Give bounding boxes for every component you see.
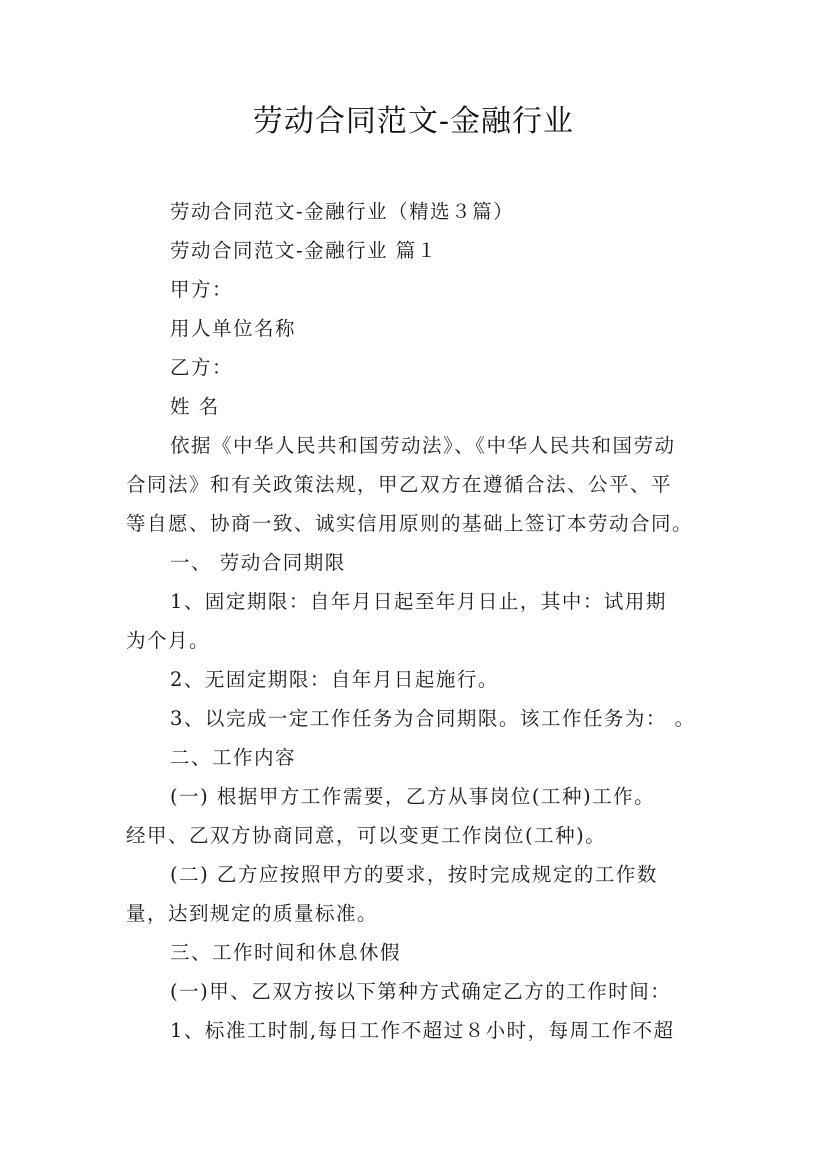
employee-name-label: 姓 名	[170, 395, 220, 418]
paragraph-line: 为个月。	[126, 629, 211, 652]
paragraph-line: (一)甲、乙双方按以下第种方式确定乙方的工作时间：	[170, 980, 672, 1003]
paragraph-line: (二) 乙方应按照甲方的要求，按时完成规定的工作数	[170, 863, 658, 886]
subtitle-line: 劳动合同范文-金融行业（精选３篇）	[170, 200, 515, 223]
paragraph-line: 量，达到规定的质量标准。	[126, 902, 379, 925]
paragraph-line: 合同法》和有关政策法规，甲乙双方在遵循合法、公平、平	[126, 473, 673, 496]
employer-name-label: 用人单位名称	[170, 317, 297, 340]
paragraph-line: (一) 根据甲方工作需要，乙方从事岗位(工种)工作。	[170, 785, 656, 808]
party-b-label: 乙方：	[170, 356, 234, 379]
paragraph-line: 1、固定期限：自年月日起至年月日止，其中：试用期	[170, 590, 667, 613]
section-heading-line: 劳动合同范文-金融行业 篇１	[170, 239, 438, 262]
paragraph-line: 经甲、乙双方协商同意，可以变更工作岗位(工种)。	[126, 824, 607, 847]
paragraph-line: 2、无固定期限：自年月日起施行。	[170, 668, 499, 691]
clause-heading: 三、工作时间和休息休假	[170, 941, 402, 964]
paragraph-line: 3、以完成一定工作任务为合同期限。该工作任务为： 。	[170, 707, 696, 730]
clause-heading: 二、工作内容	[170, 746, 297, 769]
party-a-label: 甲方：	[170, 278, 234, 301]
document-title: 劳动合同范文-金融行业	[252, 104, 575, 139]
paragraph-line: 依据《中华人民共和国劳动法》、《中华人民共和国劳动	[170, 434, 676, 457]
paragraph-line: 等自愿、协商一致、诚实信用原则的基础上签订本劳动合同。	[126, 512, 694, 535]
clause-heading: 一、 劳动合同期限	[170, 551, 346, 574]
paragraph-line: 1、标准工时制,每日工作不超过８小时，每周工作不超	[170, 1019, 675, 1042]
